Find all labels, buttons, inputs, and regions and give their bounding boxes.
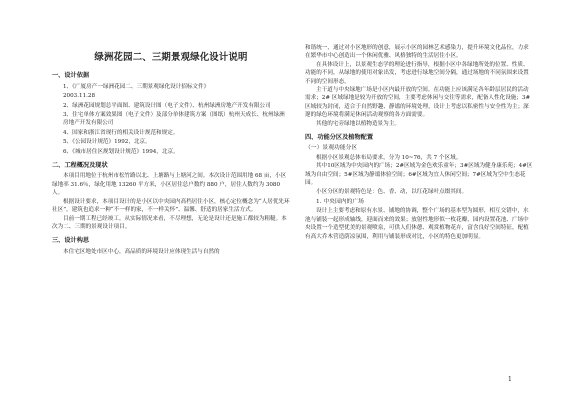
paragraph: 本住宅区地处市区中心，高品质的环境设计应体现生活与自然的 bbox=[63, 248, 220, 255]
paragraph: 主干道与中央绿地广场是小区内最开放的空间。在功能上应该满足各年龄层居民的活动需求；2# 区域绿地是较为开放的空间，主要考虑休闲与交往等需求，配备人性化设施；3# 区域较为封闭，适合于自然野趣、静谧的环境处理，设计上考虑以私密性与安全性为主；深邃的绿色环境将满足休闲活动观察的各方面需要。 bbox=[305, 87, 531, 119]
paragraph: 其中10区域为中央园内的广场；2#区域为金色欢乐童年；3#区域为健身康乐苑；4#区域为自由空间；5#区域为静谧体验空间；6#区域为宜人休闲空间；7#区域为空中生态花园。 bbox=[305, 163, 533, 187]
basis-item: 2003.11.28 bbox=[63, 93, 96, 100]
basis-item: 3、住宅单体方案效果图（电子文件）及部分单体建筑方案（图纸）杭州天成长、杭州绿洲房地产开发有限公司 bbox=[63, 112, 285, 127]
section-heading-1: 一、设计依据 bbox=[52, 72, 90, 80]
paragraph: 根据设计要求，本项目设计的是小区以中央园内高档居住小区，核心定位概念为“人居优先环社区”，建筑也追求一种“不一样的家，不一样关怀”、温馨、舒适的居家生活方式。 bbox=[52, 198, 290, 214]
section-heading-4: 四、功能分区及植物配置 bbox=[305, 134, 374, 142]
basis-item: 6、《城市居住区规划设计规范》1994，北京。 bbox=[63, 148, 179, 155]
section-heading-2: 二、工程概况及现状 bbox=[52, 162, 108, 170]
left-column bbox=[52, 0, 290, 256]
basis-item: 1、《广厦房产一绿洲花园二、三期景观绿化设计招标文件》 bbox=[63, 83, 210, 90]
basis-item: 2、绿洲花园规划总平面图、建筑设计图（电子文件）、杭州绿洲房地产开发有限公司 bbox=[63, 102, 271, 109]
paragraph: 设计上主要考虑和原有水景、铺地的协调，整个广场的基本型为圆形，相互交错中，水池与铺装一起形成轴线，迎面而来的效果；放射性地形似一枚花瓣，园内设置花池、广场中央设置一个造型优美的景观喷泉，可供人们休憩、观赏植物花卉，富含良好空间特征，配植有高大乔木营造荫凉氛围，利用与铺装形成对比，小区的特色更加明显。 bbox=[305, 208, 529, 240]
subsection-heading: （一）景观功能分区 bbox=[305, 145, 358, 152]
paragraph: 本项目用地位于杭州市松竹路以北、上塘路与上塘河之间。本次设计范围用地 68 亩，小区绿地率 31.6％，绿化用地 13260 平方米，小区居住总户数约 880 户，居住人数约为 3080 人。 bbox=[52, 173, 287, 197]
paragraph: 其他的宅旁绿地以植物造景为主。 bbox=[316, 120, 400, 127]
section-heading-3: 三、设计构思 bbox=[52, 237, 90, 245]
paragraph: 在具体设计上，以景观生态学的理论进行指导，根据小区中各绿地所处的位置、性质、功能的不同，从绿地的使用对象出发，考虑进行绿地空间分隔，通过场地的不同氛围来设置不同的空间形态。 bbox=[305, 61, 529, 85]
basis-item: 5、《公园设计规范》1992，北京。 bbox=[63, 139, 151, 146]
paragraph: 小区分区的景观特色是：色、香、动，以红花绿叶点缀其间。 bbox=[316, 188, 468, 195]
right-column bbox=[305, 0, 533, 241]
basis-item: 4、国家和浙江省现行的相关设计规范和规定。 bbox=[63, 129, 179, 136]
paragraph: 和谐统一，通过对小区地形的创意，展示小区的园林艺术感染力，提升环境文化品位，力求在繁华市中心创造出一个休闲优雅、风格独特的生活居住小区。 bbox=[305, 45, 529, 60]
page-number: 1 bbox=[508, 376, 512, 383]
document-title: 绿洲花园二、三期景观绿化设计说明 bbox=[94, 52, 248, 63]
paragraph: 目前一期工程已经竣工。从实际情况来看，不尽理想，无论是设计还是施工都较为粗糙。本次为二、三期的景观设计项目。 bbox=[52, 215, 287, 230]
subsection-heading: 1. 中央园内的广场 bbox=[316, 198, 364, 205]
paragraph: 根据小区景观总体布局要求，分为 10~76，共 7 个区域。 bbox=[316, 154, 462, 161]
